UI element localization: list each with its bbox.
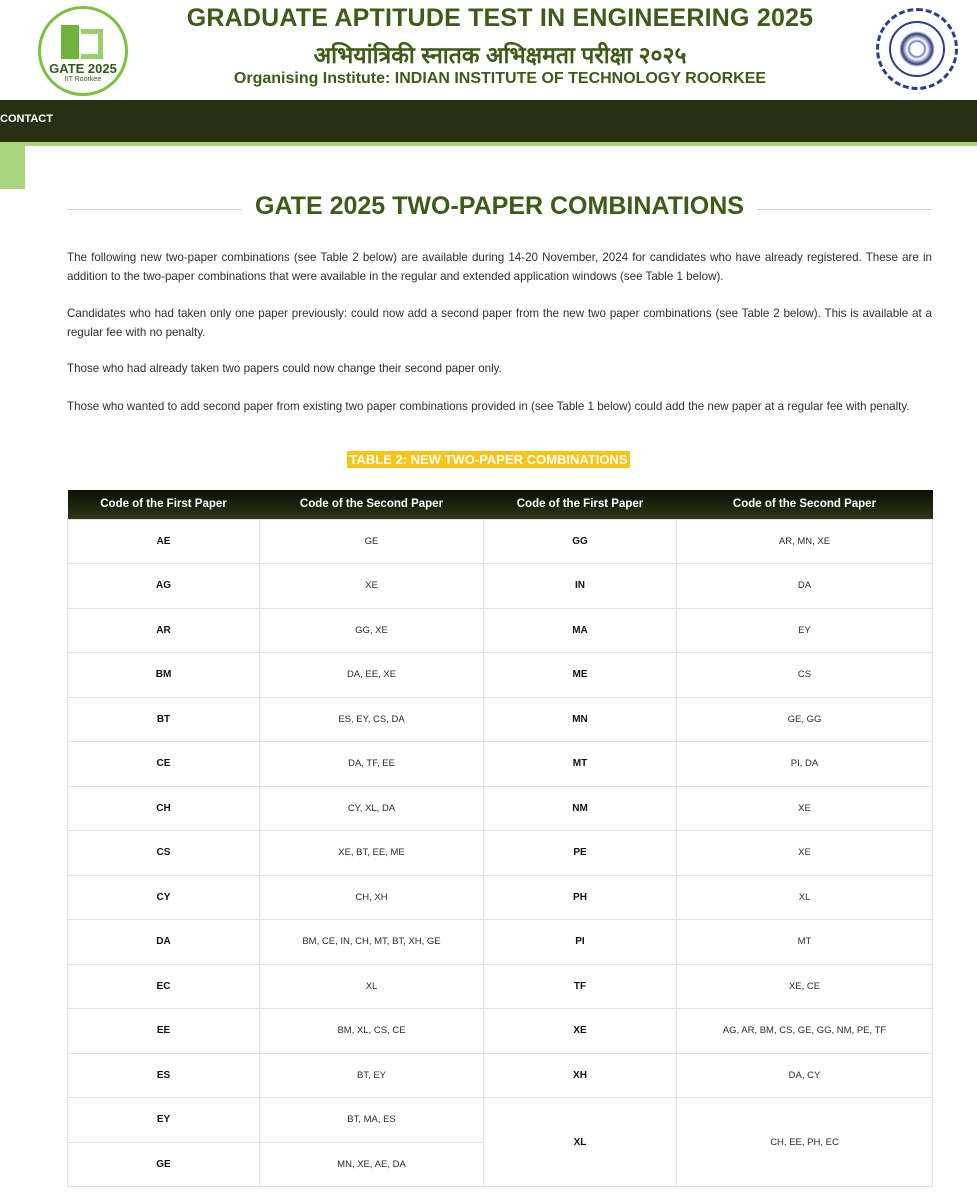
first-paper-code: IN [484,564,677,609]
nav-item-contact[interactable]: CONTACT [0,113,53,125]
table-row [68,1053,933,1098]
organising-institute: Organising Institute: INDIAN INSTITUTE OF TECHNOLOGY ROORKEE [233,70,767,87]
second-paper-codes: BT, EY [260,1053,484,1098]
first-paper-code: CE [68,742,260,787]
site-title-english: GRADUATE APTITUDE TEST IN ENGINEERING 2025 [186,4,814,32]
first-paper-code: EC [68,964,260,1009]
header-second-paper: Code of the Second Paper [677,490,933,519]
first-paper-code: ME [484,653,677,698]
two-paper-paragraph: Those who had already taken two papers could now change their second paper only. [67,362,502,375]
first-paper-code: GE [68,1142,260,1187]
table-row [68,697,933,742]
header-first-paper: Code of the First Paper [68,490,260,519]
page-heading [67,190,932,230]
first-paper-code: XL [484,1098,677,1187]
table-row [68,831,933,876]
second-paper-codes: DA [677,564,933,609]
first-paper-code: BM [68,653,260,698]
nav-accent-bar [0,142,977,146]
second-paper-codes: AG, AR, BM, CS, GE, GG, NM, PE, TF [677,1009,933,1054]
first-paper-code: DA [68,920,260,965]
first-paper-code: XE [484,1009,677,1054]
first-paper-code: EY [68,1098,260,1143]
table-header-row [68,490,933,519]
second-paper-codes: XE, BT, EE, ME [260,831,484,876]
first-paper-code: XH [484,1053,677,1098]
second-paper-codes: CY, XL, DA [260,786,484,831]
table-row [68,1098,933,1143]
gate-logo[interactable] [38,6,128,96]
header-second-paper: Code of the Second Paper [260,490,484,519]
table-caption-text: TABLE 2: NEW TWO-PAPER COMBINATIONS [349,452,628,467]
table-caption [0,451,977,469]
main-nav [0,100,977,142]
second-paper-codes: BM, XL, CS, CE [260,1009,484,1054]
table-row [68,742,933,787]
first-paper-code: EE [68,1009,260,1054]
one-paper-paragraph: Candidates who had taken only one paper previously: could now add a second paper from the new two paper combinations (see Table 2 below). This is available at a regular fee with no penalty. [67,307,932,339]
first-paper-code: CS [68,831,260,876]
table-row [68,1009,933,1054]
table-row [68,564,933,609]
page-title: GATE 2025 TWO-PAPER COMBINATIONS [255,192,744,220]
first-paper-code: PE [484,831,677,876]
second-paper-codes: CH, EE, PH, EC [677,1098,933,1187]
first-paper-code: AR [68,608,260,653]
gate-logo-mark [55,19,111,63]
site-title-hindi: अभियांत्रिकी स्नातक अभिक्षमता परीक्षा २०२५ [313,42,687,68]
second-paper-codes: XE, CE [677,964,933,1009]
first-paper-code: TF [484,964,677,1009]
second-paper-codes: XE [260,564,484,609]
second-paper-codes: DA, CY [677,1053,933,1098]
second-paper-codes: XL [260,964,484,1009]
first-paper-code: MN [484,697,677,742]
header-first-paper: Code of the First Paper [484,490,677,519]
second-paper-codes: XE [677,786,933,831]
first-paper-code: GG [484,519,677,564]
first-paper-code: BT [68,697,260,742]
table-row [68,653,933,698]
second-paper-codes: MN, XE, AE, DA [260,1142,484,1187]
intro-paragraph: The following new two-paper combinations (see Table 2 below) are available during 14-20 November, 2024 for candidates who have already registered. These are in addition to the two-paper combinations that were available in the regular and extended application windows (see Table 1 below). [67,251,932,283]
second-paper-codes: XL [677,875,933,920]
gate-logo-subtext: IIT Roorkee [64,76,102,83]
first-paper-code: CY [68,875,260,920]
table-row [68,875,933,920]
table-body [68,519,933,1187]
site-header [0,0,977,100]
first-paper-code: AG [68,564,260,609]
first-paper-code: CH [68,786,260,831]
second-paper-codes: GG, XE [260,608,484,653]
second-paper-codes: DA, TF, EE [260,742,484,787]
table-row [68,920,933,965]
second-paper-codes: BT, MA, ES [260,1098,484,1143]
table-row [68,519,933,564]
first-paper-code: AE [68,519,260,564]
second-paper-codes: CS [677,653,933,698]
table-row [68,608,933,653]
second-paper-codes: DA, EE, XE [260,653,484,698]
iit-roorkee-seal-icon[interactable] [876,8,958,90]
second-paper-codes: GE [260,519,484,564]
second-paper-codes: GE, GG [677,697,933,742]
first-paper-code: MT [484,742,677,787]
table-row [68,964,933,1009]
second-paper-codes: EY [677,608,933,653]
second-paper-codes: AR, MN, XE [677,519,933,564]
first-paper-code: PI [484,920,677,965]
second-paper-codes: CH, XH [260,875,484,920]
second-paper-codes: MT [677,920,933,965]
first-paper-code: PH [484,875,677,920]
gate-logo-text: GATE 2025 [49,61,117,76]
side-accent-block [0,142,25,189]
penalty-paragraph: Those who wanted to add second paper from existing two paper combinations provided in (see Table 1 below) could add the new paper at a regular fee with penalty. [67,400,910,413]
first-paper-code: ES [68,1053,260,1098]
second-paper-codes: PI, DA [677,742,933,787]
second-paper-codes: BM, CE, IN, CH, MT, BT, XH, GE [260,920,484,965]
first-paper-code: NM [484,786,677,831]
combinations-table [67,490,933,1187]
table-row [68,786,933,831]
first-paper-code: MA [484,608,677,653]
second-paper-codes: ES, EY, CS, DA [260,697,484,742]
second-paper-codes: XE [677,831,933,876]
